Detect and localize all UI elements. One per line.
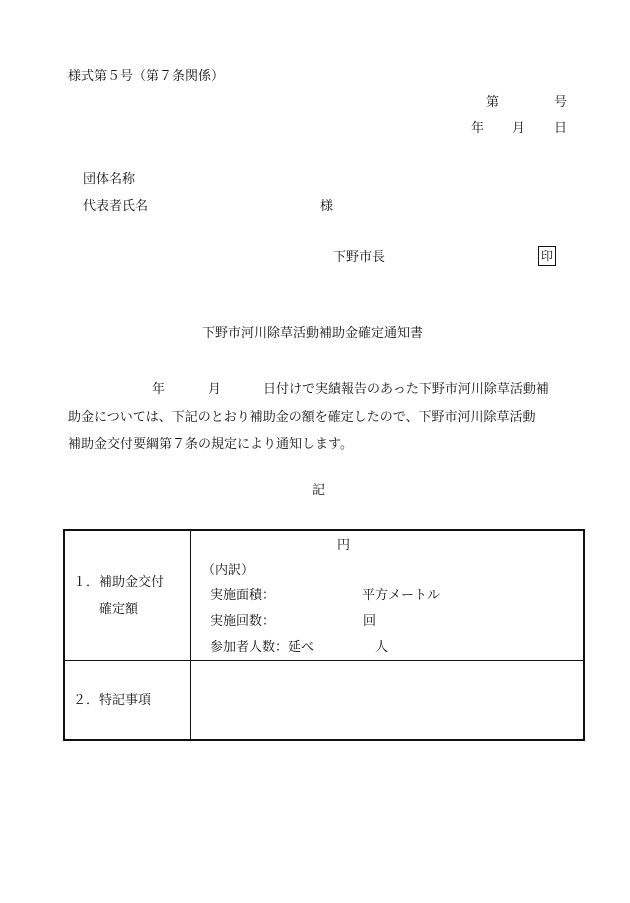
record-table <box>63 529 585 741</box>
body-month: 月 <box>208 382 222 397</box>
amount-yen: 円 <box>337 538 351 553</box>
body-year: 年 <box>152 382 166 397</box>
participants-label: 参加者人数：延べ <box>210 640 315 655</box>
doc-number-suffix: 号 <box>554 95 568 110</box>
body-text <box>68 376 580 459</box>
count-label: 実施回数： <box>210 614 276 629</box>
form-number: 様式第５号（第７条関係） <box>68 69 225 84</box>
doc-number-prefix: 第 <box>486 95 500 110</box>
area-label: 実施面積： <box>210 588 276 603</box>
row1-label-line2: 確定額 <box>99 602 139 617</box>
issuer-title: 下野市長 <box>333 250 386 265</box>
area-unit: 平方メートル <box>362 588 441 603</box>
participants-unit: 人 <box>375 640 389 655</box>
row2-label: ２．特記事項 <box>73 693 152 708</box>
date-month: 月 <box>512 121 526 136</box>
body-line-2: 助金については、下記のとおり補助金の額を確定したので、下野市河川除草活動 <box>68 409 536 425</box>
honorific: 様 <box>320 199 334 214</box>
date-day: 日 <box>554 121 568 136</box>
body-line-1 <box>68 376 580 404</box>
count-unit: 回 <box>363 614 377 629</box>
seal-mark: 印 <box>538 246 556 266</box>
row1-label-line1: １．補助金交付 <box>73 575 165 590</box>
document-number <box>486 96 567 109</box>
table-row-divider <box>65 660 583 661</box>
body-line-3: 補助金交付要綱第７条の規定により通知します。 <box>68 437 353 452</box>
breakdown-label: （内訳） <box>202 563 255 578</box>
date-year: 年 <box>471 121 485 136</box>
org-name-label: 団体名称 <box>83 172 136 187</box>
body-line1-rest: 日付けで実績報告のあった下野市河川除草活動補 <box>263 382 549 397</box>
representative-name-label: 代表者氏名 <box>83 199 149 214</box>
table-column-divider <box>190 531 191 739</box>
ki-heading: 記 <box>312 483 326 498</box>
document-date <box>471 122 567 135</box>
document-title: 下野市河川除草活動補助金確定通知書 <box>202 326 424 341</box>
